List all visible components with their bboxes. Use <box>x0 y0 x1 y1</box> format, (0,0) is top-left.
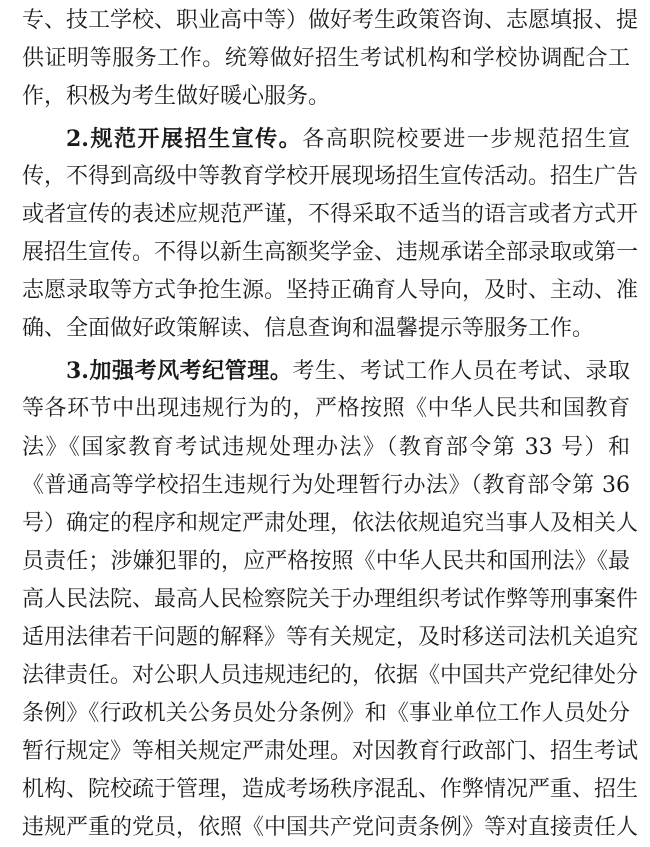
section-heading: 3.加强考风考纪管理。 <box>66 358 293 384</box>
text-line: 机构、院校疏于管理，造成考场秩序混乱、作弊情况严重、招生 <box>22 777 639 802</box>
text-line: 或者宣传的表述应规范严谨，不得采取不适当的语言或者方式开 <box>22 202 639 227</box>
text-line: 号）确定的程序和规定严肃处理，依法依规追究当事人及相关人 <box>22 511 639 536</box>
text-line: 暂行规定》等相关规定严肃处理。对因教育行政部门、招生考试 <box>22 739 639 764</box>
text-line: 展招生宣传。不得以新生高额奖学金、违规承诺全部录取或第一 <box>22 240 639 265</box>
text-line: 高人民法院、最高人民检察院关于办理组织考试作弊等刑事案件 <box>22 587 639 612</box>
text-line: 作，积极为考生做好暖心服务。 <box>22 84 331 109</box>
section-heading: 2.规范开展招生宣传。 <box>66 126 303 152</box>
text-run: 各高职院校要进一步规范招生宣 <box>302 127 630 152</box>
text-line-overflow: 违规严重的党员，依照《中国共产党问责条例》等对直接责任人 <box>22 815 639 840</box>
text-line: 供证明等服务工作。统筹做好招生考试机构和学校协调配合工 <box>22 46 630 71</box>
text-line: 适用法律若干问题的解释》等有关规定，及时移送司法机关追究 <box>22 625 639 650</box>
text-line: 条例》《行政机关公务员处分条例》和《事业单位工作人员处分 <box>22 701 630 726</box>
text-line: 传，不得到高级中等教育学校开展现场招生宣传活动。招生广告 <box>22 164 639 189</box>
text-line: 《普通高等学校招生违规行为处理暂行办法》（教育部令第 36 <box>22 473 630 498</box>
text-line: 等各环节中出现违规行为的，严格按照《中华人民共和国教育 <box>22 396 630 421</box>
text-line: 员责任；涉嫌犯罪的，应严格按照《中华人民共和国刑法》《最 <box>22 549 630 574</box>
paragraph-first-line <box>66 124 630 154</box>
text-line: 志愿录取等方式争抢生源。坚持正确育人导向，及时、主动、准 <box>22 278 639 303</box>
text-run: 考生、考试工作人员在考试、录取 <box>292 359 630 384</box>
text-line: 法》《国家教育考试违规处理办法》（教育部令第 33 号）和 <box>22 435 630 460</box>
text-line: 确、全面做好政策解读、信息查询和温馨提示等服务工作。 <box>22 316 595 341</box>
text-line: 专、技工学校、职业高中等）做好考生政策咨询、志愿填报、提 <box>22 8 639 33</box>
paragraph-first-line <box>66 356 630 386</box>
text-line: 法律责任。对公职人员违规违纪的，依据《中国共产党纪律处分 <box>22 663 639 688</box>
